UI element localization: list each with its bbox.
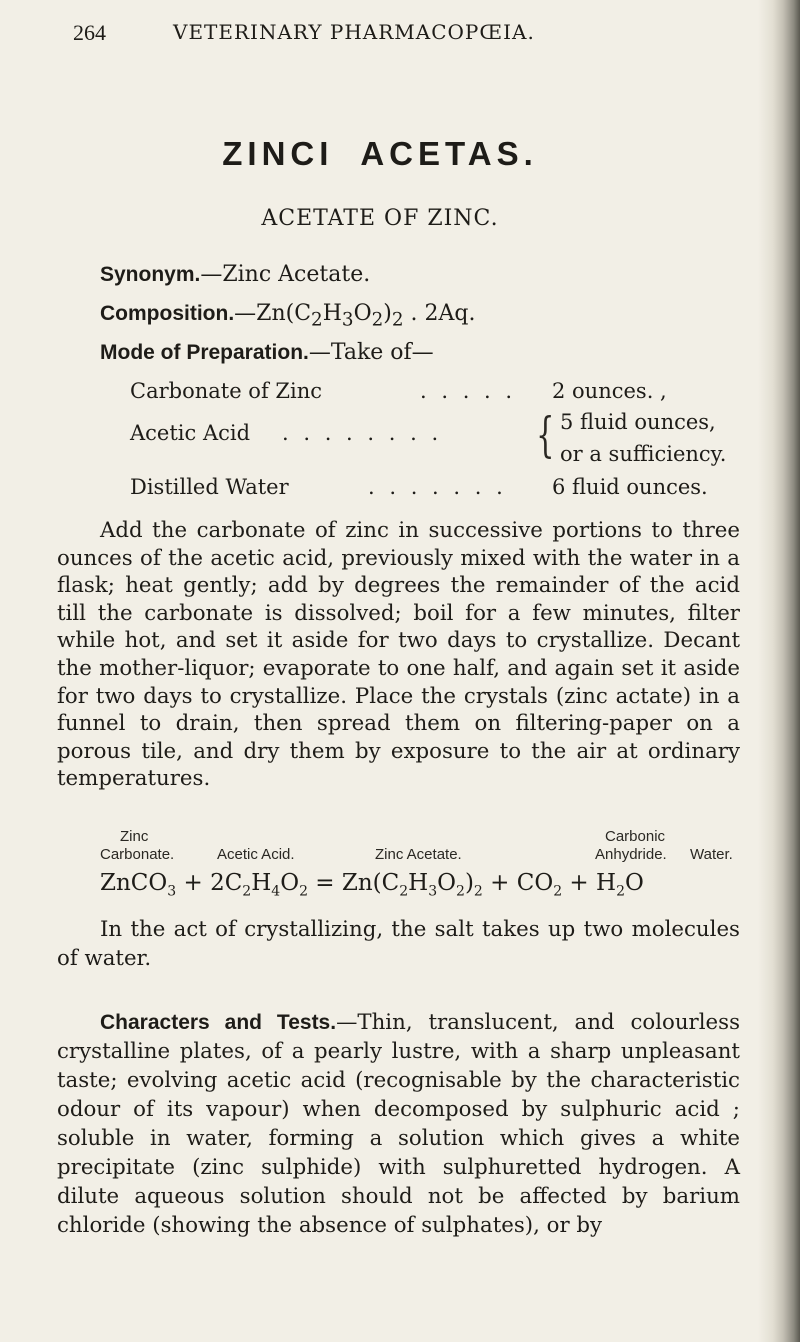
ingredient-name: Carbonate of Zinc bbox=[130, 379, 322, 403]
formula-sub: 3 bbox=[341, 309, 354, 331]
eq-sub: 3 bbox=[428, 883, 438, 900]
monograph-subtitle: ACETATE OF ZINC. bbox=[261, 206, 499, 231]
formula-sub: 2 bbox=[391, 309, 404, 331]
eq-label-acetic: Acetic Acid. bbox=[217, 846, 295, 863]
synonym-text: —Zinc Acetate. bbox=[200, 262, 371, 287]
eq-part: ) bbox=[464, 870, 474, 896]
page-number: 264 bbox=[73, 20, 106, 45]
eq-sub: 2 bbox=[399, 883, 409, 900]
eq-sub: 2 bbox=[242, 883, 252, 900]
eq-label-carbonic: Carbonic bbox=[605, 828, 666, 845]
composition-label: Composition. bbox=[100, 302, 235, 325]
eq-label-zinc-acetate: Zinc Acetate. bbox=[375, 846, 462, 863]
synonym-label: Synonym. bbox=[100, 263, 201, 286]
crystallizing-paragraph: In the act of crystallizing, the salt takes up two molecules of water. bbox=[57, 917, 740, 971]
chemical-equation bbox=[100, 870, 644, 900]
page-edge-shadow bbox=[758, 0, 800, 1342]
ingredient-amount: 2 ounces. , bbox=[552, 379, 667, 403]
ingredient-amount: 6 fluid ounces. bbox=[552, 475, 708, 499]
eq-label-water: Water. bbox=[690, 846, 733, 863]
formula-part: O bbox=[353, 301, 372, 326]
eq-part: ZnCO bbox=[100, 870, 168, 896]
ingredient-name: Distilled Water bbox=[130, 475, 289, 499]
eq-label-anhydride: Anhydride. bbox=[595, 846, 667, 863]
eq-part: + H bbox=[562, 870, 617, 896]
characters-text: —Thin, translucent, and colourless crystalline plates, of a pearly lustre, with a sharp unpleasant taste; evolving acetic acid (recognisable by the characteristic odour of its vapour) when decomposed by sulphuric acid ; soluble in water, forming a solution which gives a white precipitate (zinc sulphide) with sulphuretted hydrogen. A dilute aqueous solution should not be affected by barium chloride (showing the absence of sulphates), or by bbox=[57, 1010, 740, 1238]
preparation-paragraph: Add the carbonate of zinc in successive portions to three ounces of the acetic acid, previously mixed with the water in a flask; heat gently; add by degrees the remainder of the acid till the carbonate is dissolved; boil for a few minutes, filter while hot, and set it aside for two days to crystallize. Decant the mother-liquor; evaporate to one half, and again set it aside for two days to crystallize. Place the crystals (zinc actate) in a funnel to drain, then spread them on filtering-paper on a porous tile, and dry them by exposure to the air at ordinary temperatures. bbox=[57, 518, 740, 792]
eq-part: H bbox=[251, 870, 272, 896]
eq-part: H bbox=[408, 870, 429, 896]
eq-part: + CO bbox=[482, 870, 554, 896]
ingredient-dots: . . . . . bbox=[420, 379, 517, 403]
ingredient-name: Acetic Acid bbox=[130, 421, 251, 445]
formula-sub: 2 bbox=[371, 309, 384, 331]
eq-sub: 2 bbox=[553, 883, 563, 900]
running-title: VETERINARY PHARMACOPŒIA. bbox=[173, 20, 535, 44]
monograph-title: ZINCI ACETAS. bbox=[222, 135, 538, 172]
characters-paragraph bbox=[57, 1008, 740, 1240]
eq-sub: 4 bbox=[271, 883, 281, 900]
mode-text: —Take of— bbox=[308, 340, 434, 365]
formula-sub: 2 bbox=[311, 309, 323, 331]
ingredient-dots: . . . . . . . bbox=[368, 475, 507, 499]
eq-sub: 2 bbox=[616, 883, 625, 900]
mode-label: Mode of Preparation. bbox=[100, 341, 309, 364]
eq-label-carbonate: Carbonate. bbox=[100, 846, 175, 863]
formula-part: . 2Aq. bbox=[403, 301, 476, 326]
formula-part: H bbox=[322, 301, 342, 326]
characters-label: Characters and Tests. bbox=[100, 1011, 337, 1034]
brace-icon: { bbox=[536, 407, 555, 463]
eq-part: O bbox=[437, 870, 457, 896]
synonym-line bbox=[100, 262, 370, 287]
eq-part: O bbox=[280, 870, 300, 896]
eq-part: + 2C bbox=[176, 870, 243, 896]
mode-line bbox=[100, 340, 434, 365]
eq-sub: 3 bbox=[167, 883, 177, 900]
eq-part: = Zn(C bbox=[307, 870, 400, 896]
ingredient-amount-note: or a sufficiency. bbox=[560, 442, 727, 466]
eq-part: O bbox=[625, 870, 644, 896]
formula-part: ) bbox=[383, 301, 392, 326]
eq-sub: 2 bbox=[456, 883, 465, 900]
formula-part: —Zn(C bbox=[234, 301, 312, 326]
ingredient-amount: 5 fluid ounces, bbox=[560, 410, 716, 434]
ingredient-dots: . . . . . . . . bbox=[282, 421, 443, 445]
eq-sub: 2 bbox=[299, 883, 308, 900]
eq-label-zinc: Zinc bbox=[120, 828, 149, 845]
composition-line bbox=[100, 301, 476, 330]
eq-sub: 2 bbox=[473, 883, 483, 900]
